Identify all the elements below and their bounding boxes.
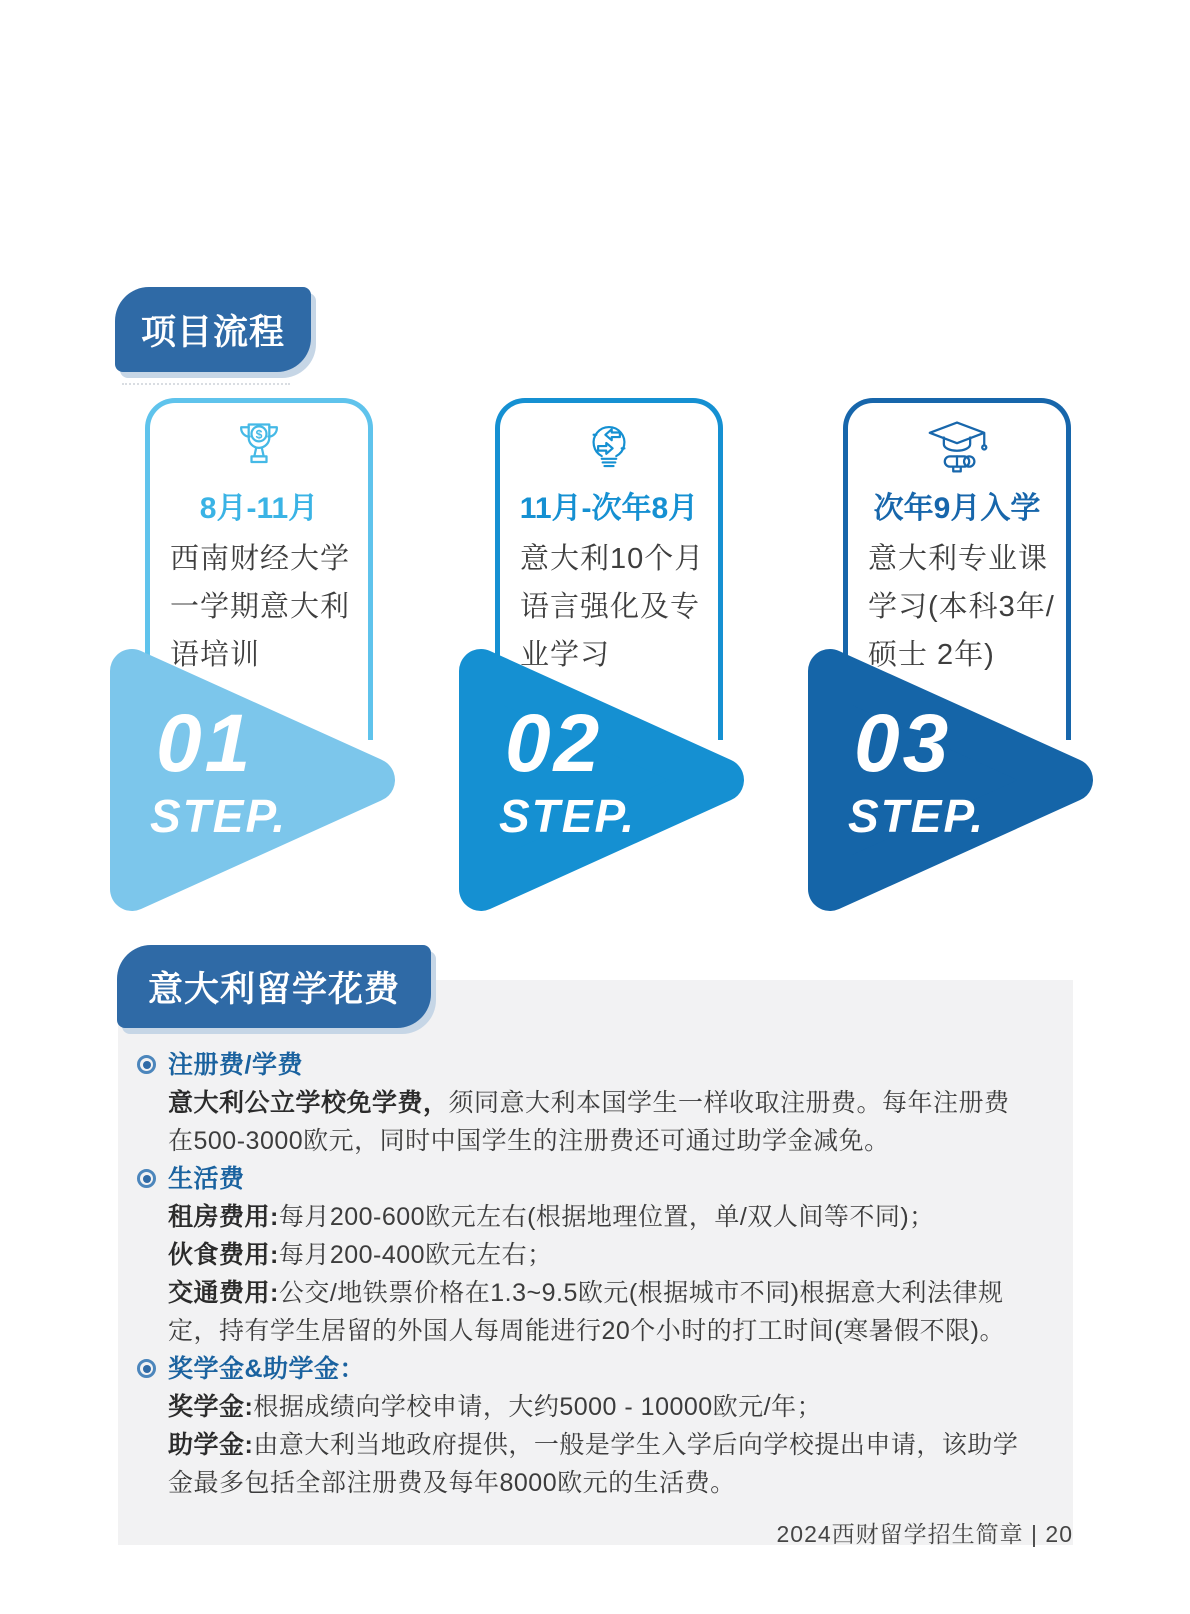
cost-item-title bbox=[168, 1046, 1073, 1084]
process-section-badge bbox=[115, 287, 311, 372]
cost-item-title bbox=[168, 1160, 1073, 1198]
cost-line bbox=[168, 1084, 1033, 1160]
cost-title-text: 生活费 bbox=[168, 1165, 245, 1193]
step-arrow-3 bbox=[808, 645, 1098, 915]
cost-line-text: 每月200-400欧元左右； bbox=[278, 1241, 553, 1269]
cost-title-text: 奖学金&助学金： bbox=[168, 1355, 366, 1383]
cost-line-text: 根据成绩向学校申请，大约5000 - 10000欧元/年； bbox=[253, 1393, 823, 1421]
costs-panel bbox=[118, 980, 1073, 1545]
cost-title-text: 注册费/学费 bbox=[168, 1051, 303, 1079]
cost-line-text: 每月200-600欧元左右(根据地理位置，单/双人间等不同)； bbox=[278, 1203, 935, 1231]
graduation-diploma-icon bbox=[848, 417, 1066, 479]
cost-line-prefix: 伙食费用: bbox=[168, 1241, 279, 1269]
cost-line-prefix: 奖学金: bbox=[168, 1393, 254, 1421]
dotted-divider bbox=[122, 383, 290, 385]
cost-line-text: 公交/地铁票价格在1.3~9.5欧元(根据城市不同)根据意大利法律规定，持有学生居留的外国人每周能进行20个小时的打工时间(寒暑假不限)。 bbox=[168, 1279, 1005, 1345]
trophy-dollar-icon bbox=[150, 417, 368, 479]
bullet-icon bbox=[137, 1359, 156, 1378]
step-date: 次年9月入学 bbox=[873, 492, 1041, 525]
step-label: STEP. bbox=[848, 790, 985, 842]
cost-line-prefix: 交通费用: bbox=[168, 1279, 279, 1307]
cost-line bbox=[168, 1236, 1033, 1274]
step-label: STEP. bbox=[150, 790, 287, 842]
bullet-icon bbox=[137, 1169, 156, 1188]
svg-text:$: $ bbox=[255, 427, 263, 442]
step-number: 03 bbox=[854, 698, 952, 789]
step-date: 11月-次年8月 bbox=[519, 492, 699, 525]
lightbulb-exchange-icon bbox=[500, 417, 718, 479]
cost-line bbox=[168, 1198, 1033, 1236]
step-label: STEP. bbox=[499, 790, 636, 842]
process-badge-label: 项目流程 bbox=[140, 312, 285, 352]
cost-line bbox=[168, 1388, 1033, 1426]
cost-line-prefix: 助学金: bbox=[168, 1431, 254, 1459]
cost-line-prefix: 意大利公立学校免学费， bbox=[168, 1089, 449, 1117]
costs-badge-label: 意大利留学花费 bbox=[147, 969, 400, 1009]
bullet-icon bbox=[137, 1055, 156, 1074]
step-arrow-1 bbox=[110, 645, 400, 915]
step-description: 意大利10个月语言强化及专业学习 bbox=[520, 543, 705, 671]
step-date: 8月-11月 bbox=[199, 492, 319, 525]
step-arrow-2 bbox=[459, 645, 749, 915]
cost-line bbox=[168, 1274, 1033, 1350]
cost-line bbox=[168, 1426, 1033, 1502]
step-description: 意大利专业课学习(本科3年/硕士 2年) bbox=[868, 543, 1055, 671]
cost-item-title bbox=[168, 1350, 1073, 1388]
cost-line-prefix: 租房费用: bbox=[168, 1203, 279, 1231]
step-number: 01 bbox=[156, 698, 254, 789]
page-footer: 2024西财留学招生简章 | 20 bbox=[776, 1521, 1073, 1547]
step-number: 02 bbox=[505, 698, 603, 789]
costs-section-badge bbox=[117, 945, 431, 1028]
cost-line-text: 由意大利当地政府提供，一般是学生入学后向学校提出申请，该助学金最多包括全部注册费及每年8000欧元的生活费。 bbox=[168, 1431, 1019, 1497]
step-description: 西南财经大学一学期意大利语培训 bbox=[170, 543, 351, 671]
cost-line-text: 须同意大利本国学生一样收取注册费。每年注册费在500-3000欧元，同时中国学生的注册费还可通过助学金减免。 bbox=[168, 1089, 1010, 1155]
